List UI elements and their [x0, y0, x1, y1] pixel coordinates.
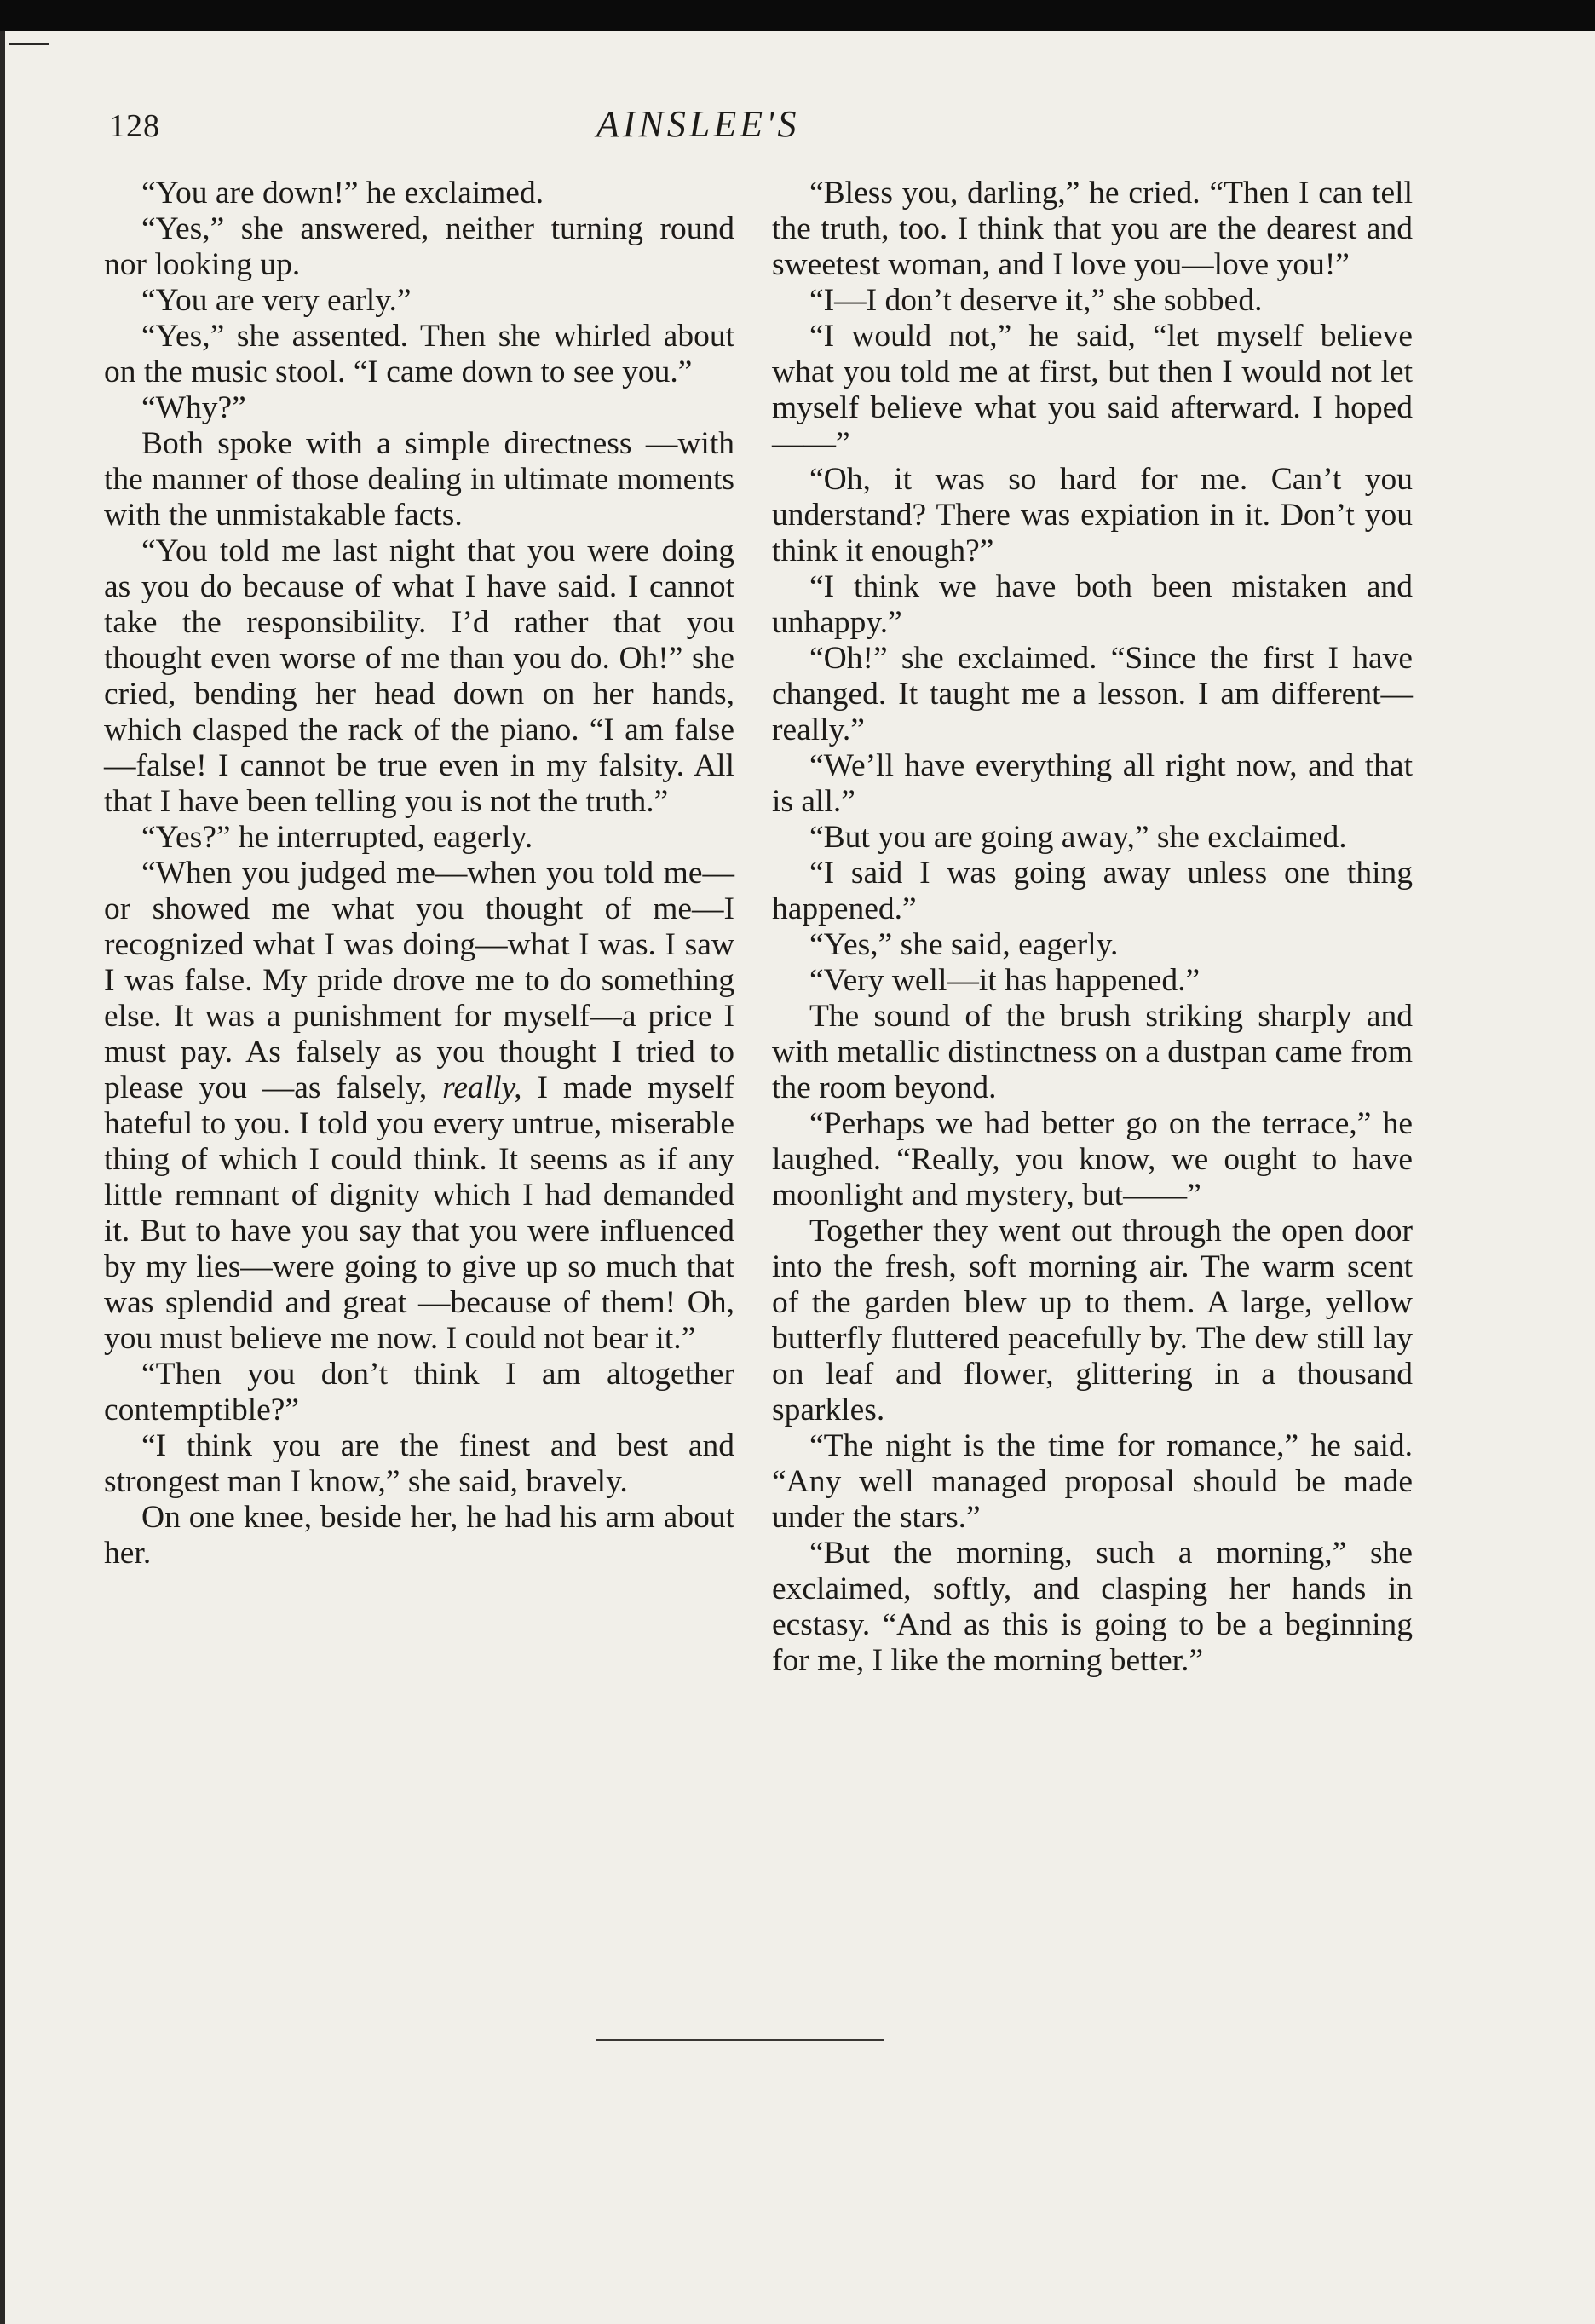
- corner-rule: [9, 43, 49, 45]
- paragraph: “Bless you, darling,” he cried. “Then I can tell the truth, too. I think that you are the dearest and sweetest woman, and I love you—love you!”: [772, 176, 1413, 282]
- section-end-rule: [596, 2039, 884, 2041]
- paragraph: The sound of the brush striking sharply and with metallic distinctness on a dustpan came from the room beyond.: [772, 999, 1413, 1105]
- paragraph: “I—I don’t deserve it,” she sobbed.: [809, 283, 1263, 318]
- left-column: [104, 176, 734, 1571]
- paragraph: “I think you are the finest and best and strongest man I know,” she said, bravely.: [104, 1428, 734, 1499]
- paragraph: “But the morning, such a morning,” she exclaimed, softly, and clasping her hands in ecstasy. “And as this is going to be a beginning for me, I like the morning better.”: [772, 1536, 1413, 1678]
- paragraph: “We’ll have everything all right now, and that is all.”: [772, 748, 1413, 819]
- paragraph: “Then you don’t think I am altogether contemptible?”: [104, 1357, 734, 1427]
- paragraph: “You told me last night that you were doing as you do because of what I have said. I cannot take the responsibility. I’d rather that you thought even worse of me than you do. Oh!” she cried, bending her head down on her hands, which clasped the rack of the piano. “I am false—false! I cannot be true even in my falsity. All that I have been telling you is not the truth.”: [104, 533, 734, 819]
- paragraph: “You are very early.”: [141, 283, 412, 318]
- paragraph: “I think we have both been mistaken and unhappy.”: [772, 569, 1413, 640]
- paragraph: On one knee, beside her, he had his arm about her.: [104, 1500, 734, 1571]
- paragraph-text: “When you judged me—when you told me—or showed me what you thought of me—I recognized what I was doing—what I was. I saw I was false. My pride drove me to do something else. It was a punishment for myself—a price I must pay. As falsely as you thought I tried to please you —as falsely,: [104, 856, 734, 1105]
- paragraph: “The night is the time for romance,” he said. “Any well managed proposal should be made under the stars.”: [772, 1428, 1413, 1535]
- paragraph: “I would not,” he said, “let myself believe what you told me at first, but then I would not let myself believe what you said afterward. I hoped——”: [772, 319, 1413, 461]
- paragraph: Both spoke with a simple directness —with the manner of those dealing in ultimate moments with the unmistakable facts.: [104, 426, 734, 533]
- paragraph: Together they went out through the open door into the fresh, soft morning air. The warm scent of the garden blew up to them. A large, yellow butterfly fluttered peacefully by. The dew still lay on leaf and flower, glittering in a thousand sparkles.: [772, 1214, 1413, 1427]
- paragraph: “Yes,” she assented. Then she whirled about on the music stool. “I came down to see you.”: [104, 319, 734, 389]
- paragraph: “But you are going away,” she exclaimed.: [809, 820, 1347, 855]
- paragraph: “Yes,” she said, eagerly.: [809, 927, 1119, 962]
- paragraph: “Oh!” she exclaimed. “Since the first I have changed. It taught me a lesson. I am different—really.”: [772, 641, 1413, 747]
- paragraph: “You are down!” he exclaimed.: [141, 176, 544, 210]
- paragraph: “Perhaps we had better go on the terrace,” he laughed. “Really, you know, we ought to have moonlight and mystery, but——”: [772, 1106, 1413, 1213]
- paragraph: “Oh, it was so hard for me. Can’t you understand? There was expiation in it. Don’t you think it enough?”: [772, 462, 1413, 568]
- paragraph: “I said I was going away unless one thing happened.”: [772, 856, 1413, 926]
- paragraph: “Yes,” she answered, neither turning round nor looking up.: [104, 211, 734, 282]
- running-title: AINSLEE'S: [596, 103, 800, 145]
- paragraph: “Yes?” he interrupted, eagerly.: [141, 820, 533, 855]
- paragraph: “Why?”: [141, 390, 246, 425]
- emphasis-really: really,: [442, 1070, 522, 1105]
- page-number: 128: [109, 108, 160, 144]
- scan-left-edge: [0, 31, 5, 2324]
- paragraph: [104, 856, 734, 1357]
- paragraph-text: I made myself hateful to you. I told you every untrue, miserable thing of which I could think. It seems as if any little remnant of dignity which I had demanded it. But to have you say that you were influenced by my lies—were going to give up so much that was splendid and great —because of them! Oh, you must believe me now. I could not bear it.”: [104, 1070, 735, 1356]
- right-column: [772, 176, 1413, 1679]
- scan-top-band: [0, 0, 1595, 31]
- paragraph: “Very well—it has happened.”: [809, 963, 1201, 998]
